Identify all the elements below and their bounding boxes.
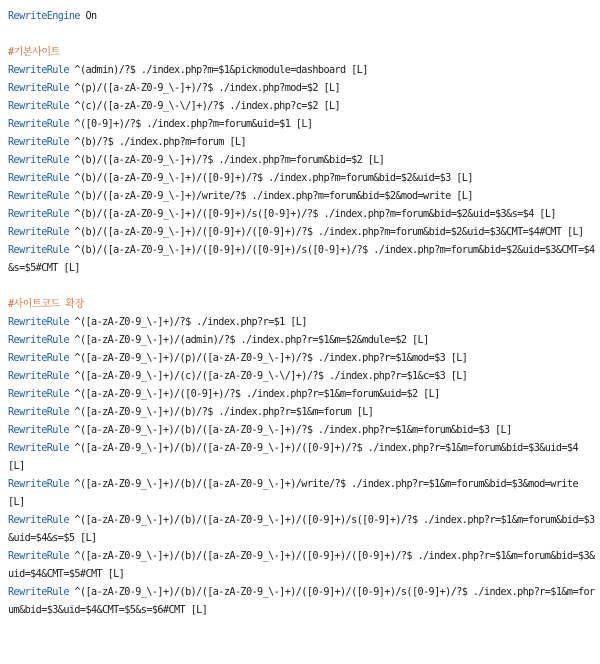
rewrite-rule-line bbox=[8, 242, 598, 278]
rule-target: ./index.php?r=$1&m=forum&bid=$3&uid=$4 bbox=[367, 443, 578, 454]
rewrite-rule-line bbox=[8, 62, 598, 80]
rule-flag: [L] bbox=[351, 65, 368, 76]
rewrite-rule-line bbox=[8, 386, 598, 404]
rewrite-rule-keyword: RewriteRule bbox=[8, 317, 69, 328]
rewrite-rule-line bbox=[8, 80, 598, 98]
rewrite-rule-line bbox=[8, 224, 598, 242]
rule-pattern: ^(p)/([a-zA-Z0-9_\-]+)/?$ bbox=[74, 83, 213, 94]
rewrite-engine-value: On bbox=[85, 11, 97, 22]
rule-flag: [L] bbox=[566, 227, 584, 238]
rewrite-rule-line bbox=[8, 98, 598, 116]
rule-flag: [L] bbox=[539, 209, 556, 220]
rewrite-rule-line bbox=[8, 116, 598, 134]
rewrite-rule-keyword: RewriteRule bbox=[8, 155, 69, 166]
rewrite-rule-keyword: RewriteRule bbox=[8, 389, 69, 400]
rule-pattern: ^(b)/([a-zA-Z0-9_\-]+)/?$ bbox=[74, 155, 213, 166]
rule-flag: [L] bbox=[495, 425, 512, 436]
rule-pattern: ^([a-zA-Z0-9_\-]+)/(c)/([a-zA-Z0-9_\-\/]+)/?$ bbox=[74, 371, 324, 382]
rule-target: ./index.php?m=forum bbox=[118, 137, 224, 148]
rewrite-rule-keyword: RewriteRule bbox=[8, 587, 69, 598]
rule-flag: [L] bbox=[323, 83, 341, 94]
rule-target: ./index.php?m=forum&bid=$2&uid=$3&CMT=$4&s=$5#CMT bbox=[8, 245, 595, 274]
rule-target: ./index.php?c=$2 bbox=[229, 101, 318, 112]
rule-pattern: ^(b)/([a-zA-Z0-9_\-]+)/([0-9]+)/?$ bbox=[74, 173, 263, 184]
rule-target: ./index.php?m=forum&bid=$2&mod=write bbox=[251, 191, 451, 202]
rule-pattern: ^([a-zA-Z0-9_\-]+)/(p)/([a-zA-Z0-9_\-]+)/?$ bbox=[74, 353, 313, 364]
rule-flag: [L] bbox=[63, 263, 80, 274]
rule-pattern: ^(b)/?$ bbox=[74, 137, 114, 148]
rewrite-rule-keyword: RewriteRule bbox=[8, 443, 69, 454]
rule-flag: [L] bbox=[423, 389, 440, 400]
rule-target: ./index.php?r=$1&m=forum&bid=$3&uid=$4&CMT=$5&s=$6#CMT bbox=[8, 587, 595, 616]
rule-pattern: ^(c)/([a-zA-Z0-9_\-\/]+)/?$ bbox=[74, 101, 224, 112]
rewrite-rule-line bbox=[8, 170, 598, 188]
rule-flag: [L] bbox=[8, 461, 25, 472]
rule-pattern: ^(b)/([a-zA-Z0-9_\-]+)/([0-9]+)/s([0-9]+)/?$ bbox=[74, 209, 318, 220]
rewrite-rule-keyword: RewriteRule bbox=[8, 479, 69, 490]
rewrite-rule-line bbox=[8, 584, 598, 620]
blank-line bbox=[8, 278, 598, 296]
rule-pattern: ^([0-9]+)/?$ bbox=[74, 119, 141, 130]
rewrite-rule-keyword: RewriteRule bbox=[8, 551, 69, 562]
rewrite-rule-keyword: RewriteRule bbox=[8, 101, 69, 112]
rewrite-rule-line bbox=[8, 476, 598, 512]
rule-flag: [L] bbox=[456, 173, 473, 184]
rule-pattern: ^([a-zA-Z0-9_\-]+)/(b)/([a-zA-Z0-9_\-]+)/?$ bbox=[74, 425, 313, 436]
rewrite-rule-keyword: RewriteRule bbox=[8, 425, 69, 436]
rewrite-rule-line bbox=[8, 548, 598, 584]
rule-pattern: ^([a-zA-Z0-9_\-]+)/(b)/([a-zA-Z0-9_\-]+)/([0-9]+)/([0-9]+)/s([0-9]+)/?$ bbox=[74, 587, 468, 598]
rule-flag: [L] bbox=[412, 335, 429, 346]
rule-flag: [L] bbox=[456, 191, 473, 202]
rewrite-rule-line bbox=[8, 350, 598, 368]
rewrite-rule-keyword: RewriteRule bbox=[8, 353, 69, 364]
rewrite-rule-line bbox=[8, 314, 598, 332]
rule-flag: [L] bbox=[8, 497, 25, 508]
rule-target: ./index.php?r=$1&m=forum&bid=$3&mod=write bbox=[351, 479, 578, 490]
rule-pattern: ^([a-zA-Z0-9_\-]+)/(b)/([a-zA-Z0-9_\-]+)/write/?$ bbox=[74, 479, 346, 490]
rewrite-rule-keyword: RewriteRule bbox=[8, 119, 69, 130]
rule-pattern: ^([a-zA-Z0-9_\-]+)/(b)/([a-zA-Z0-9_\-]+)/([0-9]+)/([0-9]+)/?$ bbox=[74, 551, 412, 562]
rule-flag: [L] bbox=[290, 317, 307, 328]
rule-target: ./index.php?r=$1&mod=$3 bbox=[317, 353, 446, 364]
rule-target: ./index.php?mod=$2 bbox=[218, 83, 318, 94]
rule-target: ./index.php?r=$1&m=forum&bid=$3 bbox=[317, 425, 490, 436]
rule-pattern: ^(admin)/?$ bbox=[74, 65, 136, 76]
rewrite-rule-line bbox=[8, 152, 598, 170]
rule-flag: [L] bbox=[367, 155, 385, 166]
rewrite-rule-line bbox=[8, 368, 598, 386]
rule-pattern: ^(b)/([a-zA-Z0-9_\-]+)/([0-9]+)/([0-9]+)/?$ bbox=[74, 227, 313, 238]
rewrite-rule-line bbox=[8, 206, 598, 224]
rule-flag: [L] bbox=[450, 371, 468, 382]
section-comment: #사이트코드 확장 bbox=[8, 299, 84, 310]
rewrite-rule-keyword: RewriteRule bbox=[8, 227, 69, 238]
rewrite-rule-line bbox=[8, 134, 598, 152]
rewrite-rule-line bbox=[8, 404, 598, 422]
rewrite-rule-keyword: RewriteRule bbox=[8, 335, 69, 346]
section-comment: #기본사이트 bbox=[8, 47, 60, 58]
rewrite-rule-keyword: RewriteRule bbox=[8, 83, 69, 94]
rule-pattern: ^([a-zA-Z0-9_\-]+)/?$ bbox=[74, 317, 191, 328]
rewrite-engine-line bbox=[8, 8, 598, 26]
rule-pattern: ^(b)/([a-zA-Z0-9_\-]+)/write/?$ bbox=[74, 191, 246, 202]
rewrite-rule-keyword: RewriteRule bbox=[8, 515, 69, 526]
rule-flag: [L] bbox=[79, 533, 97, 544]
rule-target: ./index.php?r=$1&m=forum&bid=$3&uid=$4&CMT=$5#CMT bbox=[8, 551, 595, 580]
rule-target: ./index.php?r=$1&m=forum bbox=[218, 407, 352, 418]
rewrite-rule-keyword: RewriteRule bbox=[8, 209, 69, 220]
rule-target: ./index.php?m=forum&uid=$1 bbox=[146, 119, 291, 130]
rule-target: ./index.php?r=$1&m=$2&mdule=$2 bbox=[240, 335, 407, 346]
rule-flag: [L] bbox=[356, 407, 374, 418]
rule-target: ./index.php?r=$1&c=$3 bbox=[328, 371, 446, 382]
rewrite-rule-line bbox=[8, 440, 598, 476]
rule-pattern: ^([a-zA-Z0-9_\-]+)/(admin)/?$ bbox=[74, 335, 235, 346]
rewrite-rule-keyword: RewriteRule bbox=[8, 371, 69, 382]
rewrite-rule-line bbox=[8, 422, 598, 440]
rule-pattern: ^([a-zA-Z0-9_\-]+)/(b)/?$ bbox=[74, 407, 213, 418]
rewrite-rule-line bbox=[8, 332, 598, 350]
rule-sections bbox=[8, 44, 598, 620]
rewrite-rule-keyword: RewriteRule bbox=[8, 245, 69, 256]
rewrite-rule-keyword: RewriteRule bbox=[8, 137, 69, 148]
rewrite-rule-keyword: RewriteRule bbox=[8, 407, 69, 418]
rule-pattern: ^([a-zA-Z0-9_\-]+)/(b)/([a-zA-Z0-9_\-]+)/([0-9]+)/?$ bbox=[74, 443, 363, 454]
rule-target: ./index.php?r=$1&m=forum&bid=$3&uid=$4&s=$5 bbox=[8, 515, 595, 544]
rule-flag: [L] bbox=[107, 569, 125, 580]
rewrite-rule-keyword: RewriteRule bbox=[8, 65, 69, 76]
rule-pattern: ^(b)/([a-zA-Z0-9_\-]+)/([0-9]+)/([0-9]+)/s([0-9]+)/?$ bbox=[74, 245, 368, 256]
rule-pattern: ^([a-zA-Z0-9_\-]+)/([0-9]+)/?$ bbox=[74, 389, 241, 400]
rule-flag: [L] bbox=[190, 605, 208, 616]
rewrite-rule-line bbox=[8, 188, 598, 206]
rule-flag: [L] bbox=[229, 137, 246, 148]
rewrite-rule-keyword: RewriteRule bbox=[8, 191, 69, 202]
rewrite-rule-keyword: RewriteRule bbox=[8, 173, 69, 184]
rule-target: ./index.php?m=forum&bid=$2 bbox=[218, 155, 363, 166]
rule-flag: [L] bbox=[295, 119, 313, 130]
rule-target: ./index.php?m=forum&bid=$2&uid=$3&CMT=$4#CMT bbox=[317, 227, 562, 238]
rule-target: ./index.php?r=$1&m=forum&uid=$2 bbox=[245, 389, 418, 400]
rule-flag: [L] bbox=[450, 353, 468, 364]
blank-line bbox=[8, 26, 598, 44]
rewrite-rule-line bbox=[8, 512, 598, 548]
rule-target: ./index.php?r=$1 bbox=[196, 317, 285, 328]
rule-target: ./index.php?m=forum&bid=$2&uid=$3&s=$4 bbox=[323, 209, 534, 220]
rule-pattern: ^([a-zA-Z0-9_\-]+)/(b)/([a-zA-Z0-9_\-]+)/([0-9]+)/s([0-9]+)/?$ bbox=[74, 515, 418, 526]
rule-target: ./index.php?m=$1&pickmodule=dashboard bbox=[140, 65, 346, 76]
rule-flag: [L] bbox=[323, 101, 341, 112]
rewrite-engine-keyword: RewriteEngine bbox=[8, 11, 80, 22]
rule-target: ./index.php?m=forum&bid=$2&uid=$3 bbox=[268, 173, 451, 184]
